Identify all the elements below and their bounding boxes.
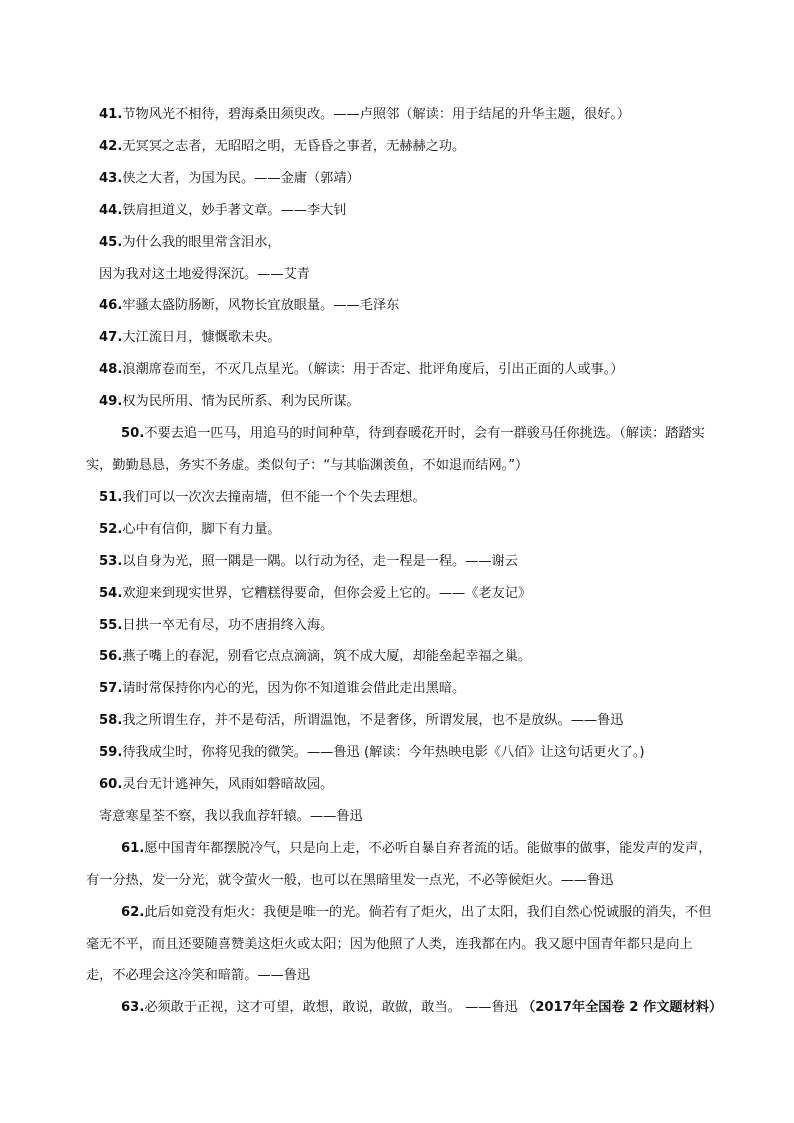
quote-47 <box>99 322 705 354</box>
quote-54 <box>99 578 705 610</box>
quote-61-continuation <box>86 865 705 897</box>
quote-62-continuation-2 <box>86 960 705 992</box>
quote-57 <box>99 673 705 705</box>
quote-number: 61. <box>121 840 145 856</box>
quote-text: 因为我对这土地爱得深沉。——艾青 <box>99 266 310 282</box>
quote-62-continuation <box>86 929 705 961</box>
quote-text: 灵台无计逃神矢，风雨如磐暗故园。 <box>122 777 334 793</box>
quote-number: 42. <box>99 138 123 154</box>
quote-number: 52. <box>99 521 123 537</box>
quote-number: 49. <box>99 394 123 410</box>
quote-number: 58. <box>99 713 123 729</box>
quote-text: 此后如竟没有炬火：我便是唯一的光。倘若有了炬火，出了太阳，我们自然心悦诚服的消失，不但 <box>144 904 712 920</box>
quote-text: 我们可以一次次去撞南墙，但不能一个个失去理想。 <box>122 489 426 505</box>
quote-text: 侠之大者，为国为民。——金庸（郭靖） <box>122 170 360 186</box>
quote-number: 63. <box>121 1000 145 1016</box>
quote-text: 日拱一卒无有尽，功不唐捐终入海。 <box>122 617 334 633</box>
quote-62 <box>121 897 727 929</box>
quote-41 <box>99 99 705 131</box>
quote-number: 41. <box>99 107 123 122</box>
quote-text: 待我成尘时，你将见我的微笑。——鲁迅 (解读：今年热映电影《八佰》让这句话更火了。) <box>122 745 645 761</box>
quote-55 <box>99 610 705 642</box>
quote-50 <box>121 418 727 450</box>
quote-text: 实，勤勤恳恳，务实不务虚。类似句子：“与其临渊羡鱼，不如退而结网。”） <box>86 457 529 473</box>
quote-text: 欢迎来到现实世界，它糟糕得要命，但你会爱上它的。——《老友记》 <box>122 585 532 601</box>
quote-text: 请时常保持你内心的光，因为你不知道谁会借此走出黑暗。 <box>122 681 466 697</box>
quote-number: 62. <box>121 904 145 920</box>
quote-number: 57. <box>99 681 123 697</box>
quote-42 <box>99 131 705 163</box>
quote-text: 必须敢于正视，这才可望，敢想，敢说，敢做，敢当。 ——鲁迅 <box>144 1000 523 1016</box>
quote-60-continuation <box>99 801 705 833</box>
quote-45-continuation <box>99 259 705 291</box>
quote-text: 无冥冥之志者，无昭昭之明，无昏昏之事者，无赫赫之功。 <box>122 138 466 154</box>
quote-number: 44. <box>99 202 123 218</box>
quote-number: 47. <box>99 330 123 346</box>
quote-list <box>86 99 723 1024</box>
quote-number: 54. <box>99 585 123 601</box>
quote-text: 心中有信仰，脚下有力量。 <box>122 521 281 537</box>
quote-50-continuation <box>86 450 705 482</box>
quote-60 <box>99 769 705 801</box>
quote-44 <box>99 195 705 227</box>
quote-number: 55. <box>99 617 123 633</box>
quote-text: 以自身为光，照一隅是一隅。以行动为径，走一程是一程。——谢云 <box>122 553 518 569</box>
quote-43 <box>99 163 705 195</box>
quote-text: 毫无不平，而且还要随喜赞美这炬火或太阳；因为他照了人类，连我都在内。我又愿中国青年都只是向上 <box>86 936 693 952</box>
quote-text: 走，不必理会这冷笑和暗箭。——鲁迅 <box>86 968 311 984</box>
quote-number: 59. <box>99 745 123 761</box>
quote-text: 铁肩担道义，妙手著文章。——李大钊 <box>122 202 347 218</box>
quote-text: 寄意寒星荃不察，我以我血荐轩辕。——鲁迅 <box>99 808 363 824</box>
quote-text: 有一分热，发一分光，就令萤火一般，也可以在黑暗里发一点光，不必等候炬火。——鲁迅 <box>86 872 614 888</box>
quote-text: 大江流日月，慷慨歌未央。 <box>122 330 281 346</box>
quote-text: 为什么我的眼里常含泪水， <box>122 234 281 250</box>
quote-number: 60. <box>99 777 123 793</box>
quote-51 <box>99 482 705 514</box>
quote-46 <box>99 290 705 322</box>
quote-number: 46. <box>99 298 123 314</box>
quote-58 <box>99 705 705 737</box>
quote-text: 牢骚太盛防肠断，风物长宜放眼量。——毛泽东 <box>122 298 400 314</box>
quote-56 <box>99 641 705 673</box>
quote-text: 燕子嘴上的春泥，别看它点点滴滴，筑不成大厦，却能垒起幸福之巢。 <box>122 649 532 665</box>
quote-number: 48. <box>99 362 123 378</box>
quote-text: 我之所谓生存，并不是苟活，所谓温饱，不是奢侈，所谓发展，也不是放纵。——鲁迅 <box>122 713 624 729</box>
quote-text: 节物风光不相待，碧海桑田须臾改。——卢照邻（解读：用于结尾的升华主题，很好。） <box>122 107 631 122</box>
quote-48 <box>99 354 705 386</box>
quote-61 <box>121 833 727 865</box>
quote-text: 不要去追一匹马，用追马的时间种草，待到春暖花开时，会有一群骏马任你挑选。（解读：踏踏实 <box>144 426 705 442</box>
quote-text: 权为民所用、情为民所系、利为民所谋。 <box>122 394 360 410</box>
quote-number: 53. <box>99 553 123 569</box>
quote-59 <box>99 737 705 769</box>
quote-number: 51. <box>99 489 123 505</box>
quote-63 <box>121 992 723 1024</box>
quote-number: 43. <box>99 170 123 186</box>
quote-49 <box>99 386 705 418</box>
quote-number: 56. <box>99 649 123 665</box>
quote-45 <box>99 227 705 259</box>
quote-number: 50. <box>121 426 145 442</box>
quote-53 <box>99 546 705 578</box>
quote-text: 愿中国青年都摆脱冷气，只是向上走，不必听自暴自弃者流的话。能做事的做事，能发声的发声， <box>144 840 712 856</box>
quote-text: 浪潮席卷而至，不灭几点星光。（解读：用于否定、批评角度后，引出正面的人或事。） <box>122 362 624 378</box>
quote-52 <box>99 514 705 546</box>
quote-number: 45. <box>99 234 123 250</box>
quote-source-note: （2017年全国卷 2 作文题材料） <box>522 1000 723 1016</box>
